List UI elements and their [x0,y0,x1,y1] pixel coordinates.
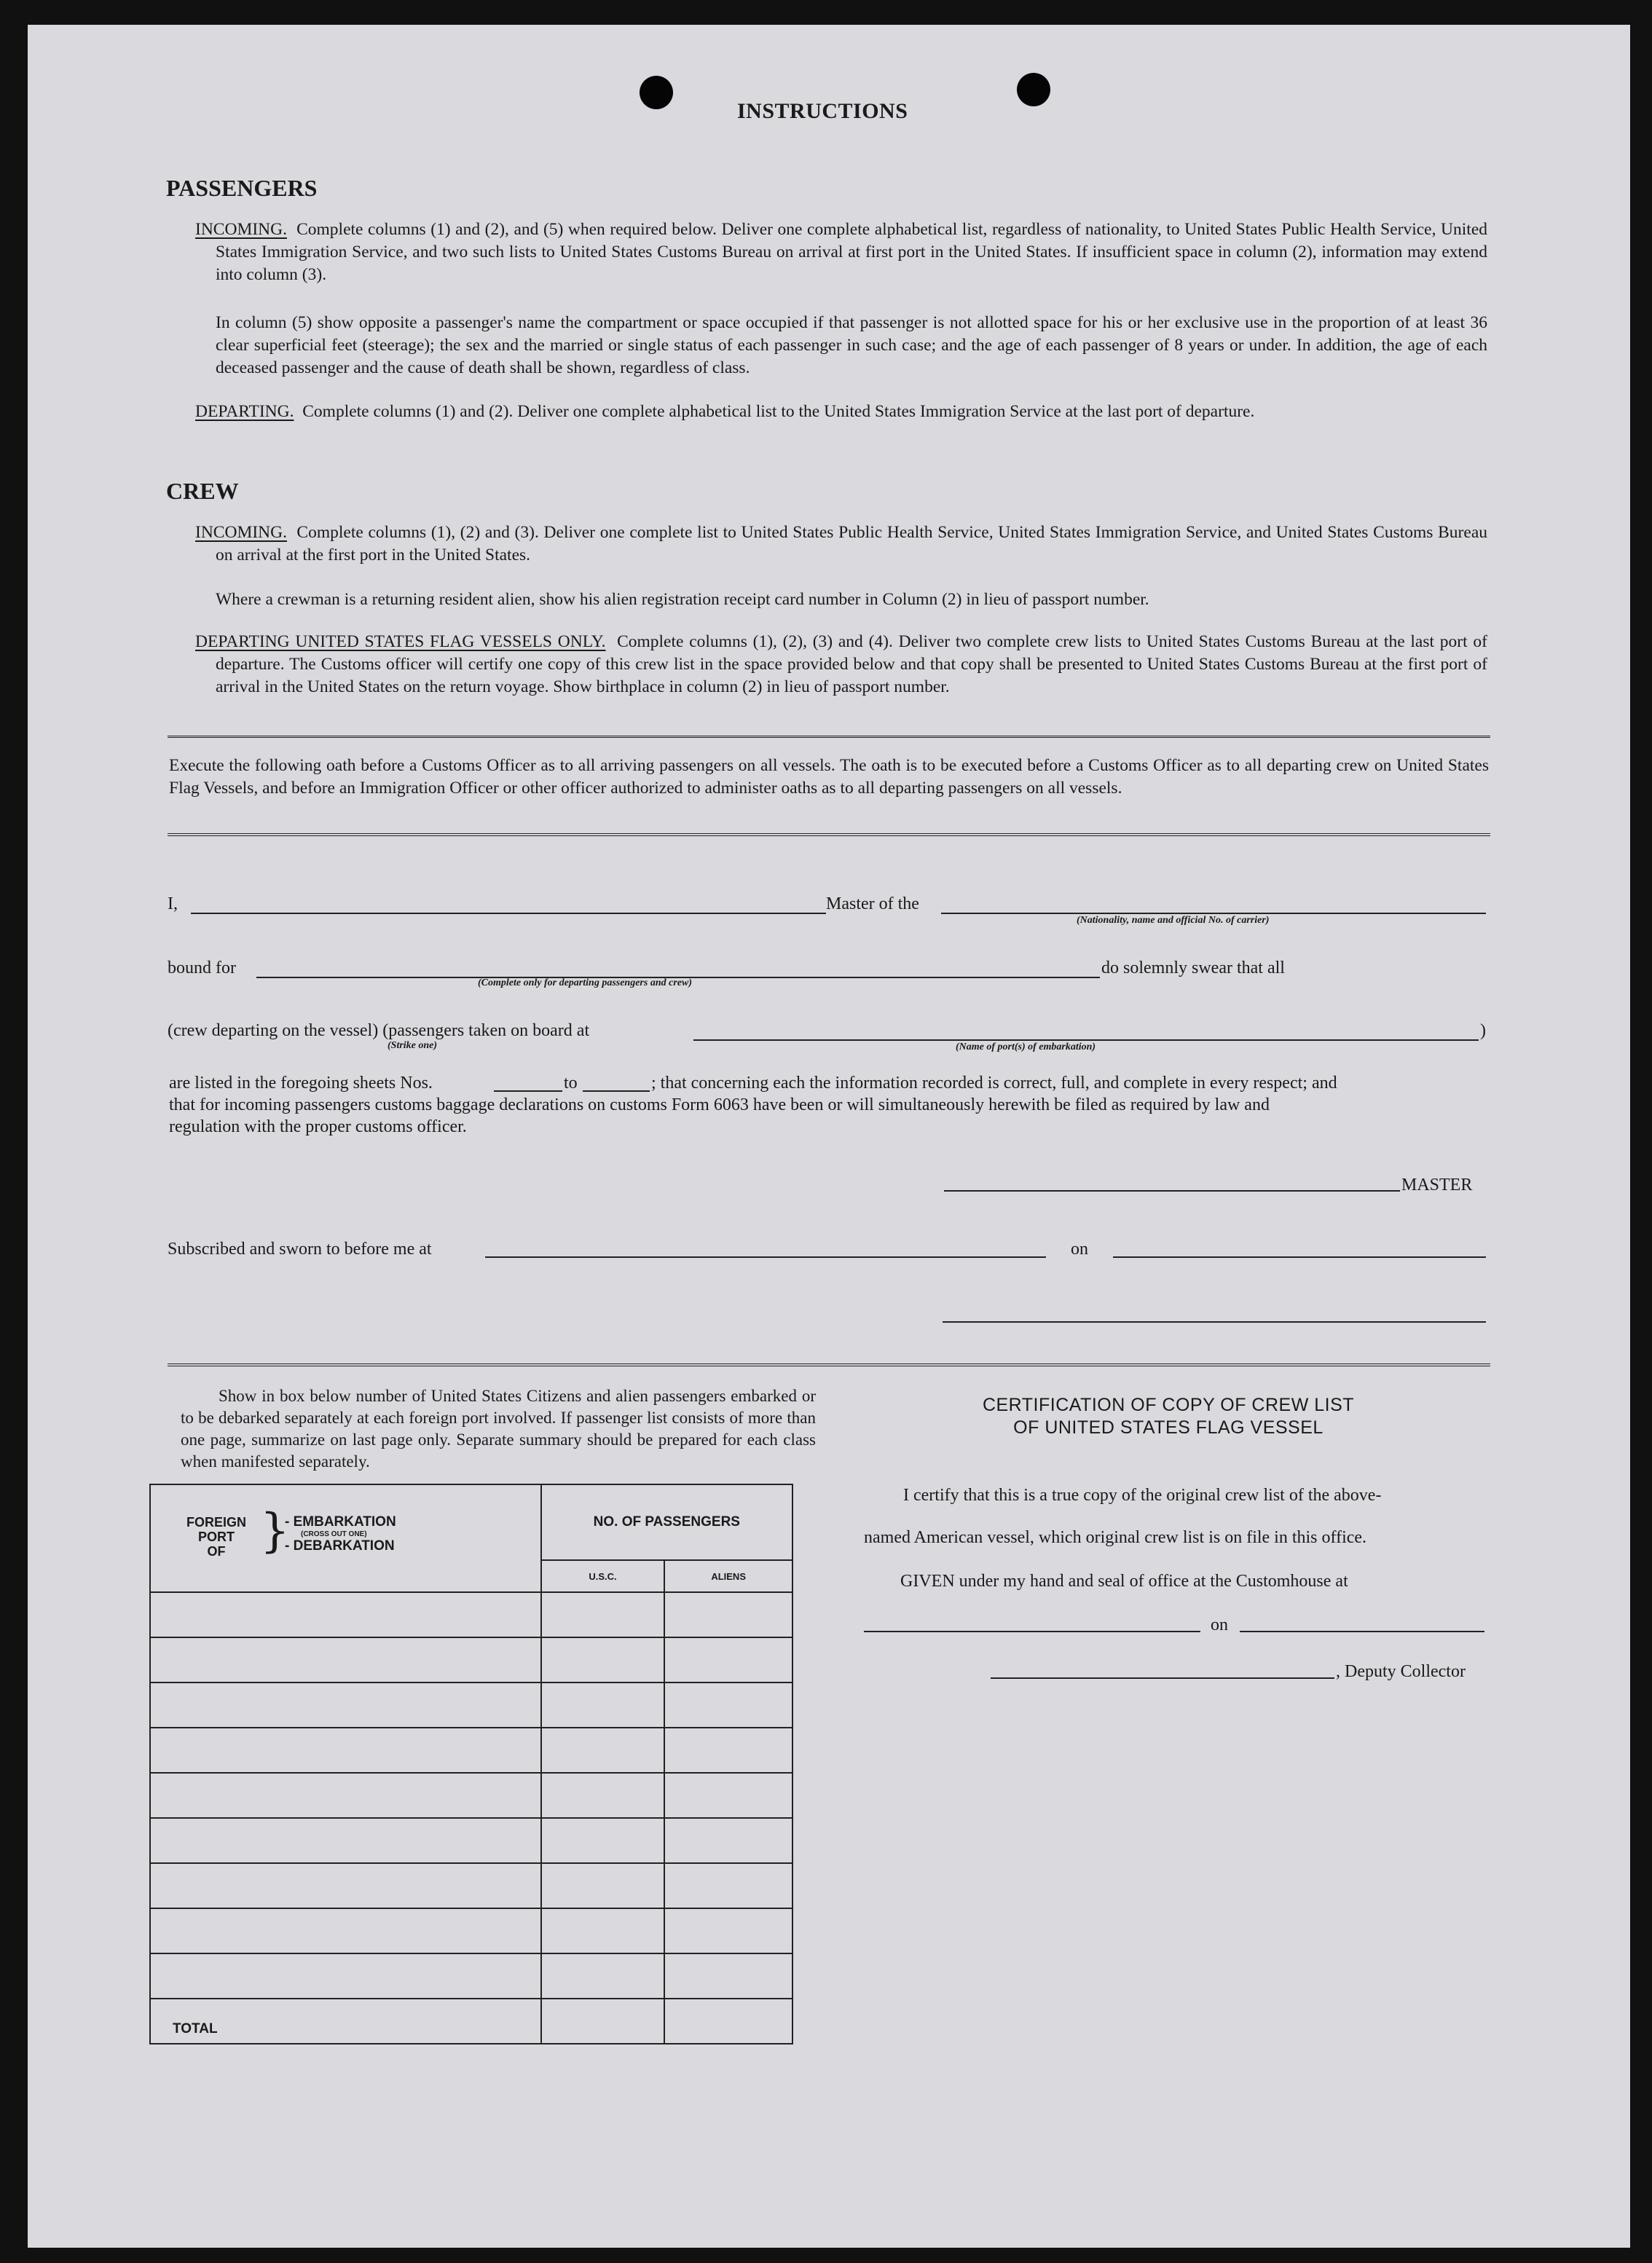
port-label: PORT [197,1530,235,1544]
aliens-cell[interactable] [664,1908,792,1953]
aliens-cell[interactable] [664,1728,792,1773]
port-cell[interactable] [150,1728,541,1773]
port-cell[interactable] [150,1908,541,1953]
embarkation-ports-field[interactable] [693,1039,1479,1041]
aliens-cell[interactable] [664,1818,792,1863]
passengers-departing-text: Complete columns (1) and (2). Deliver one complete alphabetical list to the United States Immigration Service at the last port of departure. [302,402,1255,421]
aliens-cell[interactable] [664,1863,792,1908]
summary-instructions: Show in box below number of United States Citizens and alien passengers embarked or to be debarked separately at each foreign port involved. If passenger list consists of more than one page, summarize on last page only. Separate summary should be prepared for each class when manifested separately. [181,1387,816,1471]
sworn-on-label: on [1071,1240,1088,1259]
master-name-field[interactable] [191,913,826,914]
port-cell[interactable] [150,1953,541,1999]
crew-departing-text: (crew departing on the vessel) (passengers taken on board at [168,1021,590,1040]
sworn-place-field[interactable] [485,1256,1046,1258]
divider-top [168,736,1490,738]
certification-heading-line1: CERTIFICATION OF COPY OF CREW LIST [982,1395,1355,1415]
port-cell[interactable] [150,1863,541,1908]
officer-signature-field[interactable] [943,1321,1486,1323]
total-label: TOTAL [173,2021,218,2036]
of-label: OF [207,1544,226,1559]
crew-incoming-paragraph [195,522,1487,567]
divider-oath [168,833,1490,836]
aliens-header: ALIENS [664,1560,792,1592]
bound-for-label: bound for [168,959,236,977]
oath-statement-line2: that for incoming passengers customs baggage declarations on customs Form 6063 have been or will simultaneously herewith be filed as required by law and [169,1095,1270,1114]
aliens-cell[interactable] [664,1953,792,1999]
certify-line2: named American vessel, which original crew list is on file in this office. [864,1528,1367,1547]
port-cell[interactable] [150,1592,541,1637]
port-header-cell [150,1484,541,1592]
passenger-summary-table [149,1484,793,2044]
crew-resident-paragraph: Where a crewman is a returning resident alien, show his alien registration receipt card number in Column (2) in lieu of passport number. [216,590,1149,609]
usc-cell[interactable] [541,1863,665,1908]
carrier-field[interactable] [941,913,1486,914]
usc-cell[interactable] [541,1592,665,1637]
master-of-label: Master of the [826,894,919,913]
usc-cell[interactable] [541,1818,665,1863]
passengers-heading: PASSENGERS [166,175,318,201]
usc-cell[interactable] [541,1908,665,1953]
sworn-date-field[interactable] [1113,1256,1486,1258]
usc-cell[interactable] [541,1953,665,1999]
debarkation-label[interactable]: - DEBARKATION [285,1538,395,1554]
passengers-incoming-text: Complete columns (1) and (2), and (5) when required below. Deliver one complete alphabetical list, regardless of nationality, to United States Public Health Service, United States Immigration Service, and two such lists to United States Customs Bureau on arrival at first port in the United States. If insufficient space in column (2), information may extend into column (3). [216,220,1487,284]
oath-statement-line3: regulation with the proper customs officer. [169,1117,467,1136]
swear-text: do solemnly swear that all [1101,959,1285,977]
divider-summary [168,1363,1490,1366]
port-cell[interactable] [150,1818,541,1863]
oath-statement-line1: ; that concerning each the information recorded is correct, full, and complete in every respect; and [651,1074,1337,1093]
sheets-label: are listed in the foregoing sheets Nos. [169,1074,433,1093]
usc-cell[interactable] [541,1683,665,1728]
brace-icon: } [260,1504,290,1558]
certification-heading-line2: OF UNITED STATES FLAG VESSEL [1013,1417,1323,1438]
deputy-signature-field[interactable] [991,1677,1334,1679]
punch-hole-left [640,76,673,109]
given-line: GIVEN under my hand and seal of office at the Customhouse at [900,1572,1348,1591]
crew-departing-lead: DEPARTING UNITED STATES FLAG VESSELS ONLY. [195,632,606,651]
passengers-incoming-paragraph [195,219,1487,286]
crew-departing-paragraph [195,631,1488,698]
usc-cell[interactable] [541,1637,665,1683]
customhouse-field[interactable] [864,1631,1200,1632]
bound-for-caption: (Complete only for departing passengers and crew) [478,977,692,988]
ports-caption: (Name of port(s) of embarkation) [956,1042,1096,1052]
certify-line1: I certify that this is a true copy of the original crew list of the above- [903,1486,1382,1505]
sheet-to-field[interactable] [583,1090,650,1092]
strike-one-caption: (Strike one) [388,1040,438,1051]
total-row-cell [150,1999,541,2044]
oath-intro: Execute the following oath before a Customs Officer as to all arriving passengers on all vessels. The oath is to be executed before a Customs Officer as to all departing crew on United States Flag Vessels, and before an Immigration Officer or other officer authorized to administer oaths as to all departing passengers on all vessels. [169,756,1489,798]
subscribed-label: Subscribed and sworn to before me at [168,1240,432,1259]
crew-departing-text: Complete columns (1), (2), (3) and (4). Deliver two complete crew lists to United States Customs Bureau at the last port of departure. The Customs officer will certify one copy of this crew list in the space provided below and that copy shall be presented to United States Customs Bureau at the first port of arrival in the United States on the return voyage. Show birthplace in column (2) in lieu of passport number. [216,632,1488,696]
foreign-label: FOREIGN [186,1515,246,1530]
usc-cell[interactable] [541,1773,665,1818]
close-paren: ) [1480,1021,1486,1040]
port-cell[interactable] [150,1683,541,1728]
passengers-departing-paragraph [195,401,1487,423]
crew-incoming-lead: INCOMING. [195,523,287,542]
deputy-collector-label: , Deputy Collector [1336,1662,1466,1681]
crew-heading: CREW [166,478,239,504]
sheets-to-label: to [564,1074,578,1093]
usc-total-cell[interactable] [541,1999,665,2044]
certification-on-label: on [1211,1615,1228,1634]
embarkation-label[interactable]: - EMBARKATION [285,1514,396,1530]
certification-date-field[interactable] [1240,1631,1484,1632]
aliens-cell[interactable] [664,1683,792,1728]
sheet-from-field[interactable] [494,1090,562,1092]
punch-hole-right [1017,73,1050,106]
aliens-cell[interactable] [664,1637,792,1683]
master-label: MASTER [1401,1176,1473,1195]
usc-header: U.S.C. [541,1560,665,1592]
usc-cell[interactable] [541,1728,665,1773]
aliens-cell[interactable] [664,1773,792,1818]
cross-out-label: (CROSS OUT ONE) [301,1530,367,1538]
oath-i-label: I, [168,894,178,913]
passengers-column5-paragraph: In column (5) show opposite a passenger's name the compartment or space occupied if that passenger is not allotted space for his or her exclusive use in the proportion of at least 36 clear superficial feet (steerage); the sex and the married or single status of each passenger in such case; and the age of each passenger of 8 years or under. In addition, the age of each deceased passenger and the cause of death shall be shown, regardless of class. [216,313,1487,377]
page-title: INSTRUCTIONS [737,99,908,123]
port-cell[interactable] [150,1773,541,1818]
passengers-departing-lead: DEPARTING. [195,402,294,421]
aliens-total-cell[interactable] [664,1999,792,2044]
port-cell[interactable] [150,1637,541,1683]
no-passengers-header: NO. OF PASSENGERS [541,1484,792,1560]
carrier-caption: (Nationality, name and official No. of carrier) [1077,915,1270,926]
passengers-incoming-lead: INCOMING. [195,220,287,239]
crew-incoming-text: Complete columns (1), (2) and (3). Deliver one complete list to United States Public Health Service, United States Immigration Service, and United States Customs Bureau on arrival at the first port in the United States. [216,523,1487,564]
master-signature-field[interactable] [944,1190,1400,1192]
aliens-cell[interactable] [664,1592,792,1637]
certification-heading [864,1394,1473,1439]
